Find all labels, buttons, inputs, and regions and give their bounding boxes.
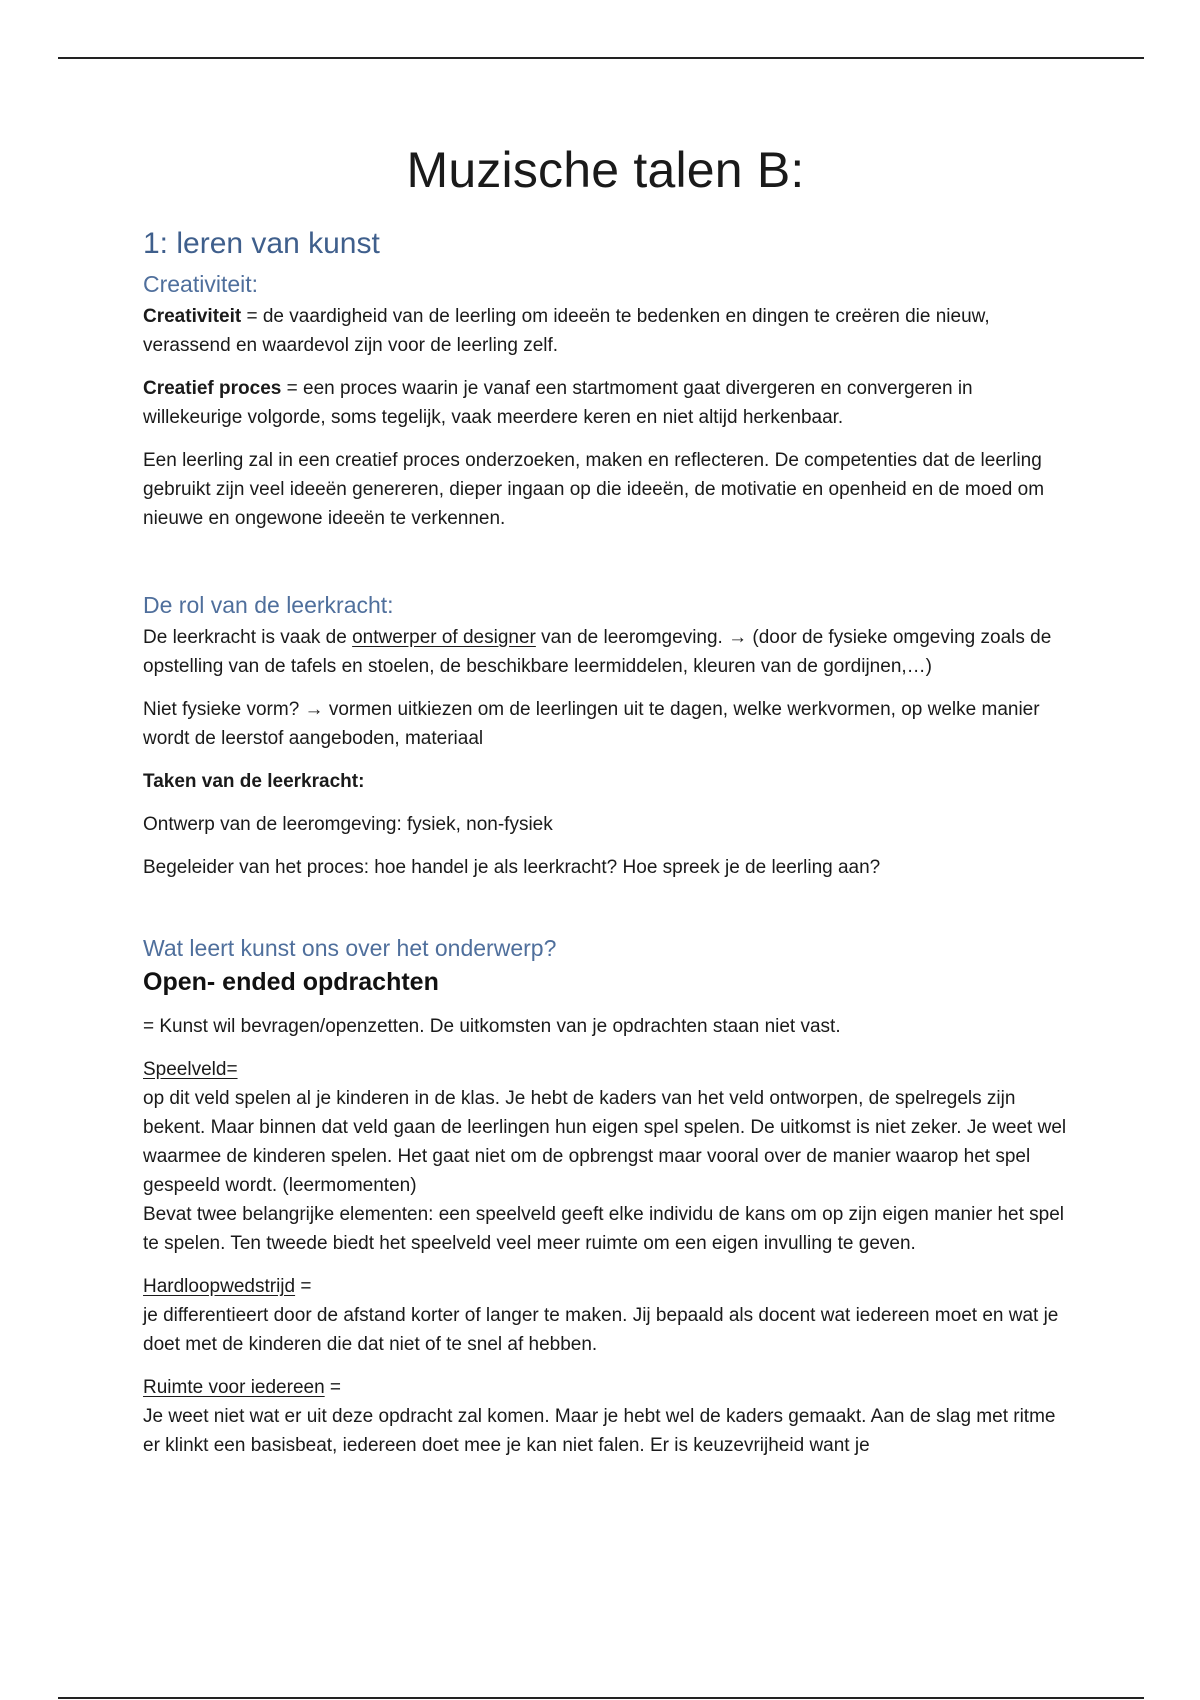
- paragraph-creatief-proces-competenties: Een leerling zal in een creatief proces onderzoeken, maken en reflecteren. De competenties dat de leerling gebruikt zijn veel ideeën genereren, dieper ingaan op die ideeën, de motivatie en openheid en de moed om nieuwe en ongewone ideeën te verkennen.: [143, 449, 1045, 529]
- paragraph-ruimte-voor-iedereen: Je weet niet wat er uit deze opdracht zal komen. Maar je hebt wel de kaders gemaakt. Aan de slag met ritme er klinkt een basisbeat, iedereen doet mee je kan niet falen. Er is keuzevrijheid want je: [143, 1406, 1056, 1457]
- heading-wat-leert-kunst: Wat leert kunst ons over het onderwerp?: [143, 934, 557, 961]
- paragraph-kunst-intro: = Kunst wil bevragen/openzetten. De uitkomsten van je opdrachten staan niet vast.: [143, 1016, 841, 1038]
- equals-sign: =: [324, 1377, 342, 1399]
- document-page: [143, 140, 1068, 1474]
- term-creativiteit: Creativiteit: [143, 305, 242, 327]
- paragraph-taak-ontwerp: Ontwerp van de leeromgeving: fysiek, non-fysiek: [143, 813, 553, 835]
- paragraph-leerkracht-ontwerper: [143, 623, 1068, 681]
- heading-taken-leerkracht: [143, 767, 1068, 796]
- taken-label: Taken van de leerkracht:: [143, 770, 365, 792]
- text-segment: van de leeromgeving. → (door de fysieke omgeving zoals de opstelling van de tafels en stoelen, de beschikbare leermiddelen, kleuren van de gordijnen,…): [143, 626, 1052, 677]
- paragraph-hardloopwedstrijd: je differentieert door de afstand korter of langer te maken. Jij bepaald als docent wat iedereen moet en wat je doet met de kinderen die dat niet of te snel af hebben.: [143, 1305, 1059, 1356]
- paragraph-speelveld-1: op dit veld spelen al je kinderen in de klas. Je hebt de kaders van het veld ontworpen, de spelregels zijn bekent. Maar binnen dat veld gaan de leerlingen hun eigen spel spelen. De uitkomst is niet zeker. Je weet wel waarmee de kinderen spelen. Het gaat niet om de opbrengst maar vooral over de manier waarop het spel gespeeld wordt. (leermomenten): [143, 1088, 1067, 1197]
- heading-creativiteit: Creativiteit:: [143, 271, 259, 297]
- paragraph-creatief-proces-definition: [143, 374, 1068, 432]
- paragraph-niet-fysieke-vorm: Niet fysieke vorm? → vormen uitkiezen om de leerlingen uit te dagen, welke werkvormen, op welke manier wordt de leerstof aangeboden, materiaal: [143, 698, 1040, 749]
- term-hardloopwedstrijd-line: [143, 1272, 1068, 1301]
- term-ruimte-voor-iedereen-line: [143, 1373, 1068, 1402]
- document-title: Muzische talen B:: [406, 142, 805, 198]
- spacer: [143, 547, 1068, 591]
- section-heading-leren-van-kunst: 1: leren van kunst: [143, 227, 380, 260]
- term-speelveld: Speelveld=: [143, 1059, 238, 1081]
- text-segment: De leerkracht is vaak de: [143, 626, 353, 648]
- term-hardloopwedstrijd: Hardloopwedstrijd: [143, 1276, 296, 1298]
- bottom-rule: [58, 1697, 1144, 1699]
- heading-rol-leerkracht: De rol van de leerkracht:: [143, 591, 394, 618]
- paragraph-speelveld-2: Bevat twee belangrijke elementen: een speelveld geeft elke individu de kans om op zijn eigen manier het spel te spelen. Ten tweede biedt het speelveld veel meer ruimte om een eigen invulling te geven.: [143, 1204, 1065, 1255]
- term-creatief-proces: Creatief proces: [143, 377, 282, 399]
- definition-creativiteit: = de vaardigheid van de leerling om ideeën te bedenken en dingen te creëren die nieuw, verassend en waardevol zijn voor de leerling zelf.: [143, 305, 990, 356]
- heading-open-ended-opdrachten: Open- ended opdrachten: [143, 967, 439, 996]
- equals-sign: =: [295, 1276, 312, 1298]
- term-speelveld-line: [143, 1055, 1068, 1084]
- paragraph-creativiteit-definition: [143, 302, 1068, 360]
- paragraph-taak-begeleider: Begeleider van het proces: hoe handel je als leerkracht? Hoe spreek je de leerling aan?: [143, 856, 881, 878]
- spacer: [143, 896, 1068, 934]
- definition-creatief-proces: = een proces waarin je vanaf een startmoment gaat divergeren en convergeren in willekeurige volgorde, soms tegelijk, vaak meerdere keren en niet altijd herkenbaar.: [143, 377, 973, 428]
- top-rule: [58, 57, 1144, 59]
- term-ruimte-voor-iedereen: Ruimte voor iedereen: [143, 1377, 325, 1399]
- underlined-ontwerper-designer: ontwerper of designer: [352, 626, 536, 648]
